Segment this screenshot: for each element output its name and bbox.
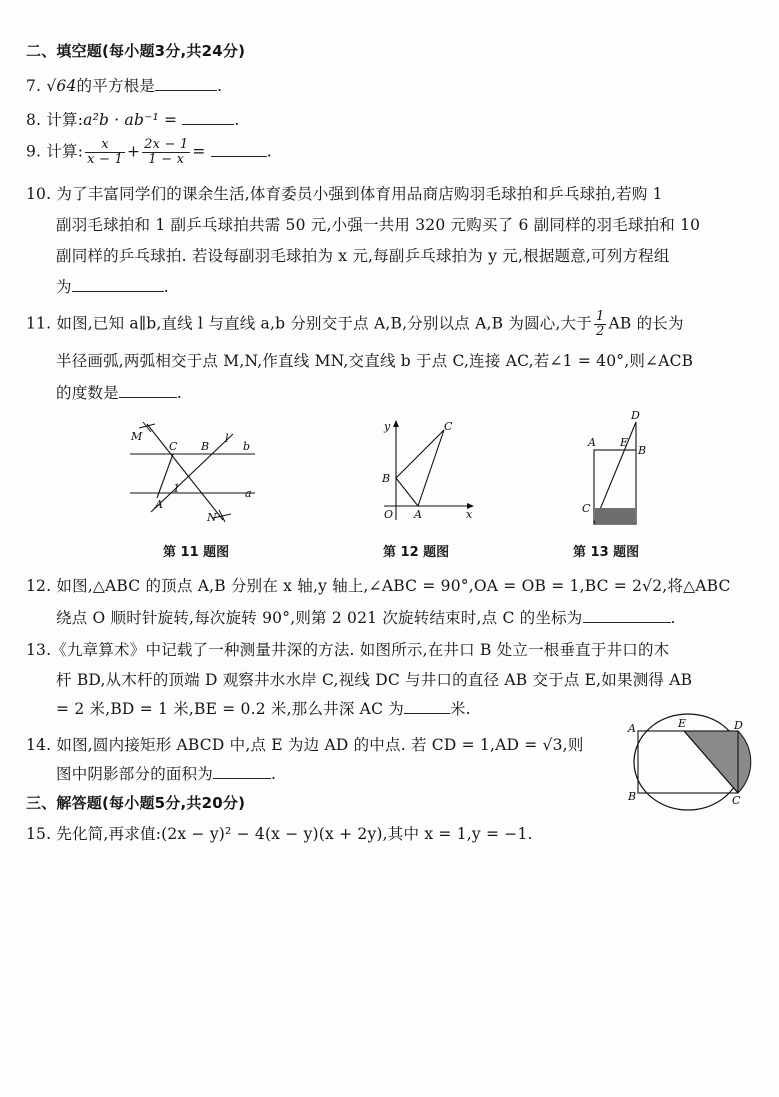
- q10-line-1: 10. 为了丰富同学们的课余生活,体育委员小强到体育用品商店购羽毛球拍和乒乓球拍,若购 1: [26, 185, 663, 203]
- fig12-label-x: x: [466, 508, 473, 521]
- q14-line-2: 图中阴影部分的面积为 .: [56, 765, 277, 783]
- q9-lead: 计算:: [46, 142, 84, 161]
- q14-line-1: 14. 如图,圆内接矩形 ABCD 中,点 E 为边 AD 的中点. 若 CD = 1,AD = √3,则: [26, 736, 584, 754]
- q7-root: √64: [46, 77, 77, 95]
- caption-fig-12: 第 12 题图: [383, 545, 450, 560]
- question-8: 8. 计算:a²b · ab⁻¹ = .: [26, 111, 240, 129]
- q10-line-3: 副同样的乒乓球拍. 若设每副羽毛球拍为 x 元,每副乒乓球拍为 y 元,根据题意,可列方程组: [56, 247, 670, 265]
- fig13-label-b: B: [638, 444, 647, 457]
- fig11-label-b-line: b: [243, 440, 251, 453]
- section-fill-in-title: 二、填空题(每小题3分,共24分): [26, 42, 246, 60]
- fig12-label-c: C: [444, 420, 453, 433]
- fig14-label-e: E: [678, 717, 687, 730]
- fig12-label-o: O: [384, 508, 394, 521]
- q9-plus: +: [126, 142, 141, 161]
- fig12-label-y: y: [384, 420, 391, 433]
- q13-line-3: = 2 米,BD = 1 米,BE = 0.2 米,那么井深 AC 为 米.: [56, 700, 471, 718]
- q8-answer-blank[interactable]: [182, 123, 234, 125]
- q12-answer-blank[interactable]: [583, 621, 671, 623]
- fig11-label-m: M: [131, 430, 143, 443]
- fig13-label-c: C: [582, 502, 591, 515]
- section-solve-title: 三、解答题(每小题5分,共20分): [26, 794, 246, 812]
- q14-answer-blank[interactable]: [213, 777, 271, 779]
- q12-line-2: 绕点 O 顺时针旋转,每次旋转 90°,则第 2 021 次旋转结束时,点 C 的坐标为 .: [56, 609, 676, 627]
- fig11-label-b: B: [201, 440, 210, 453]
- fig11-label-c: C: [169, 440, 178, 453]
- q11-line-3: 的度数是 .: [56, 384, 182, 402]
- fig13-label-a: A: [588, 436, 596, 449]
- figure-14: [622, 710, 752, 814]
- fig13-label-e: E: [620, 436, 629, 449]
- q13-line-2: 杆 BD,从木杆的顶端 D 观察井水水岸 C,视线 DC 与井口的直径 AB 交于点 E,如果测得 AB: [56, 671, 693, 689]
- fig11-label-a: A: [155, 498, 163, 511]
- figure-13: [580, 408, 650, 528]
- fig13-label-d: D: [631, 409, 640, 422]
- q9-equals: =: [192, 142, 206, 161]
- q8-expression: a²b · ab⁻¹ =: [83, 111, 178, 129]
- fig12-label-b: B: [382, 472, 391, 485]
- q13-answer-blank[interactable]: [404, 712, 450, 714]
- caption-fig-13: 第 13 题图: [573, 545, 640, 560]
- q10-line-4: 为 .: [56, 278, 169, 296]
- q10-line-2: 副羽毛球拍和 1 副乒乓球拍共需 50 元,小强一共用 320 元购买了 6 副同样的羽毛球拍和 10: [56, 216, 701, 234]
- q10-answer-blank[interactable]: [72, 290, 164, 292]
- q7-number: 7.: [26, 77, 42, 95]
- caption-fig-11: 第 11 题图: [163, 545, 230, 560]
- q12-line-1: 12. 如图,△ABC 的顶点 A,B 分别在 x 轴,y 轴上,∠ABC = 90°,OA = OB = 1,BC = 2√2,将△ABC: [26, 577, 731, 595]
- fig11-label-l: l: [225, 432, 229, 445]
- q11-line-1: 11. 如图,已知 a∥b,直线 l 与直线 a,b 分别交于点 A,B,分别以点 A,B 为圆心,大于 $\frac{1}{2}$ AB 的长为: [26, 309, 684, 339]
- q7-text: 的平方根是: [76, 77, 156, 95]
- fig14-label-d: D: [734, 719, 743, 732]
- fig14-label-b: B: [628, 790, 637, 803]
- q11-answer-blank[interactable]: [119, 396, 177, 398]
- q9-answer-blank[interactable]: [211, 155, 267, 157]
- q9-fraction-1: $\frac{x}{x - 1}$: [87, 137, 123, 167]
- figure-11: [125, 420, 265, 530]
- fig11-label-a-line: a: [245, 487, 252, 500]
- question-9: 9. 计算: $\frac{x}{x - 1}$ + $\frac{2x - 1}{1 - x}$ = .: [26, 137, 272, 167]
- q8-number: 8.: [26, 111, 42, 129]
- fig11-label-angle-1: 1: [173, 482, 180, 495]
- q11-line-2: 半径画弧,两弧相交于点 M,N,作直线 MN,交直线 b 于点 C,连接 AC,若∠1 = 40°,则∠ACB: [56, 352, 694, 370]
- q11-half-fraction: $\frac{1}{2}$: [596, 309, 605, 339]
- q9-number: 9.: [26, 142, 42, 161]
- question-15: 15. 先化简,再求值:(2x − y)² − 4(x − y)(x + 2y),其中 x = 1,y = −1.: [26, 825, 533, 843]
- q13-line-1: 13.《九章算术》中记载了一种测量井深的方法. 如图所示,在井口 B 处立一根垂直于井口的木: [26, 641, 670, 659]
- fig14-label-a: A: [628, 722, 636, 735]
- q9-fraction-2: $\frac{2x - 1}{1 - x}$: [144, 137, 189, 167]
- fig12-label-a: A: [414, 508, 422, 521]
- question-7: 7. √64的平方根是 .: [26, 77, 223, 95]
- figure-12: [378, 418, 478, 526]
- fig14-label-c: C: [732, 794, 741, 807]
- q7-answer-blank[interactable]: [155, 89, 217, 91]
- q8-lead: 计算:: [46, 111, 84, 129]
- fig11-label-n: N: [207, 511, 217, 524]
